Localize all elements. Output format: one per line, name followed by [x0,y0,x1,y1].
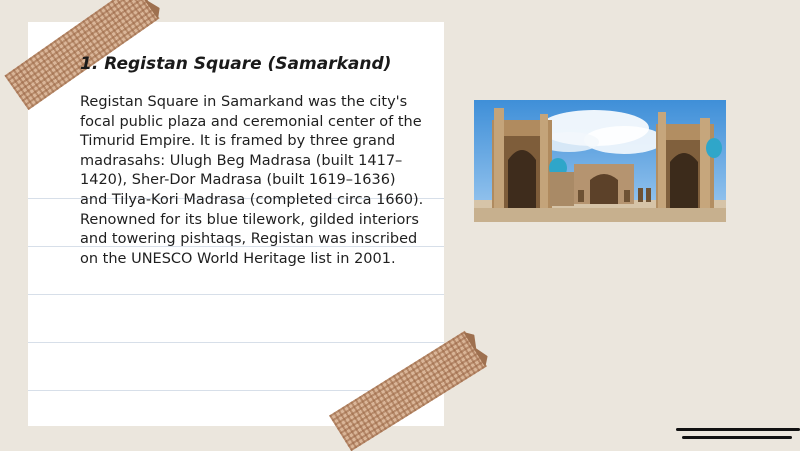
section-body-text: Registan Square in Samarkand was the city's focal public plaza and ceremonial center of the Timurid Empire. It is framed by three grand madrasahs: Ulugh Beg Madrasa (built 1417–1420), Sher-Dor Madrasa (built 1619–1636) and Tilya-Kori Madrasa (completed circa 1660). Renowned for its blue tilework, gilded interiors and towering pishtaqs, Registan was inscribed on the UNESCO World Heritage list in 2001. [80,94,424,267]
section-title: 1. Registan Square (Samarkand) [80,54,392,74]
registan-square-photo [474,100,726,222]
decorative-lines [676,424,800,444]
